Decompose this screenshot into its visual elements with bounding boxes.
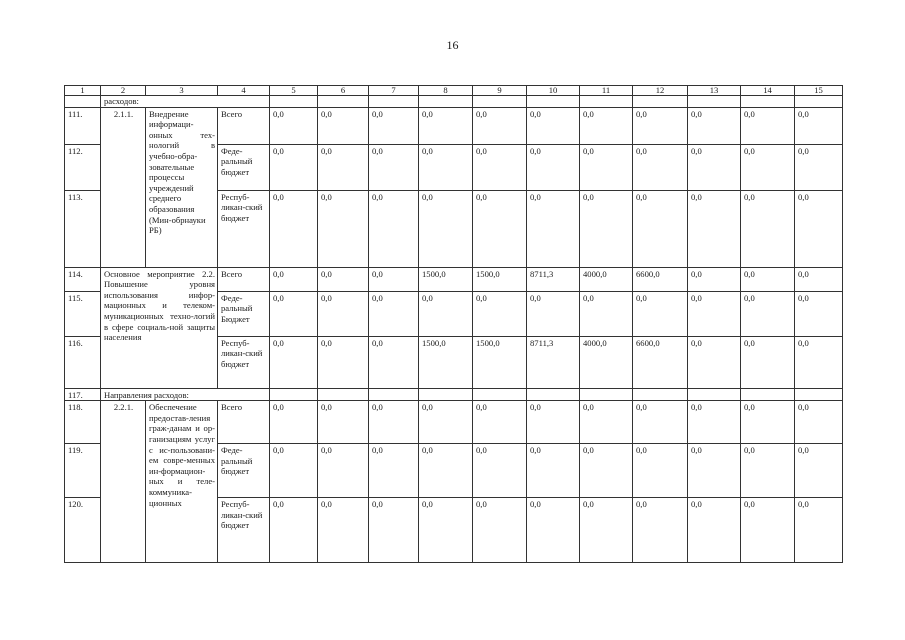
value-cell: 0,0: [795, 336, 843, 388]
value-cell: 1500,0: [473, 336, 527, 388]
row-number: 115.: [65, 291, 101, 336]
value-cell: 0,0: [580, 444, 633, 498]
value-cell: 0,0: [318, 401, 369, 444]
value-cell: 0,0: [419, 144, 473, 190]
header-row: [65, 86, 843, 96]
value-cell: 1500,0: [419, 336, 473, 388]
col-header: 3: [146, 86, 218, 96]
section-label: Направления расходов:: [101, 388, 270, 401]
table-row: [65, 96, 843, 108]
table-row: [65, 388, 843, 401]
value-cell: 0,0: [633, 444, 688, 498]
funding-source: Всего: [218, 267, 270, 291]
value-cell: 0,0: [527, 401, 580, 444]
value-cell: 0,0: [318, 498, 369, 563]
row-number: 116.: [65, 336, 101, 388]
value-cell: 0,0: [270, 401, 318, 444]
value-cell: 0,0: [688, 107, 741, 144]
main-measure-name: Основное мероприятие 2.2. Повышение уровня использования инфор-мационных и телеком-муникационных техно-логий в сфере социаль-ной защиты населения: [101, 267, 218, 388]
value-cell: 0,0: [580, 190, 633, 267]
value-cell: 0,0: [369, 107, 419, 144]
value-cell: 0,0: [688, 498, 741, 563]
funding-source: Респуб-ликан-ский бюджет: [218, 498, 270, 563]
row-number: 113.: [65, 190, 101, 267]
table-row: [65, 267, 843, 291]
value-cell: 0,0: [419, 190, 473, 267]
value-cell: 0,0: [688, 144, 741, 190]
row-number: 118.: [65, 401, 101, 444]
value-cell: 1500,0: [419, 267, 473, 291]
value-cell: 0,0: [741, 190, 795, 267]
col-header: 10: [527, 86, 580, 96]
value-cell: 0,0: [580, 107, 633, 144]
value-cell: 0,0: [741, 401, 795, 444]
value-cell: 0,0: [270, 444, 318, 498]
value-cell: 0,0: [795, 107, 843, 144]
col-header: 1: [65, 86, 101, 96]
col-header: 12: [633, 86, 688, 96]
value-cell: 0,0: [419, 444, 473, 498]
value-cell: 0,0: [688, 267, 741, 291]
value-cell: 0,0: [795, 498, 843, 563]
value-cell: 0,0: [527, 291, 580, 336]
row-number: 112.: [65, 144, 101, 190]
value-cell: 6600,0: [633, 336, 688, 388]
value-cell: 0,0: [419, 498, 473, 563]
value-cell: 0,0: [369, 401, 419, 444]
value-cell: 0,0: [419, 107, 473, 144]
value-cell: 1500,0: [473, 267, 527, 291]
table-row: [65, 401, 843, 444]
value-cell: 0,0: [270, 498, 318, 563]
value-cell: 0,0: [527, 444, 580, 498]
value-cell: 0,0: [527, 144, 580, 190]
value-cell: 8711,3: [527, 336, 580, 388]
value-cell: 4000,0: [580, 336, 633, 388]
value-cell: 0,0: [270, 336, 318, 388]
funding-source: Феде-ральный бюджет: [218, 144, 270, 190]
value-cell: 0,0: [795, 144, 843, 190]
value-cell: 0,0: [473, 498, 527, 563]
value-cell: 0,0: [741, 444, 795, 498]
value-cell: 0,0: [688, 336, 741, 388]
measure-name: Внедрение информаци-онных тех-нологий в учебно-обра-зовательные процессы учреждений среднего образования (Мин-обрнауки РБ): [146, 107, 218, 267]
value-cell: 0,0: [369, 498, 419, 563]
value-cell: 0,0: [318, 107, 369, 144]
value-cell: 0,0: [369, 267, 419, 291]
row-number: 120.: [65, 498, 101, 563]
value-cell: 0,0: [688, 291, 741, 336]
row-number: 114.: [65, 267, 101, 291]
section-label: расходов:: [101, 96, 270, 108]
col-header: 11: [580, 86, 633, 96]
measure-code: 2.1.1.: [101, 107, 146, 267]
value-cell: 0,0: [580, 144, 633, 190]
value-cell: 8711,3: [527, 267, 580, 291]
value-cell: 0,0: [419, 401, 473, 444]
row-number: 117.: [65, 388, 101, 401]
value-cell: 0,0: [688, 190, 741, 267]
value-cell: 0,0: [318, 444, 369, 498]
value-cell: 0,0: [580, 401, 633, 444]
value-cell: 0,0: [270, 190, 318, 267]
funding-source: Респуб-ликан-ский бюджет: [218, 336, 270, 388]
col-header: 5: [270, 86, 318, 96]
value-cell: 0,0: [795, 190, 843, 267]
col-header: 13: [688, 86, 741, 96]
value-cell: 0,0: [580, 291, 633, 336]
value-cell: 0,0: [369, 144, 419, 190]
value-cell: 0,0: [473, 444, 527, 498]
col-header: 7: [369, 86, 419, 96]
value-cell: 0,0: [741, 267, 795, 291]
value-cell: 0,0: [369, 336, 419, 388]
value-cell: 4000,0: [580, 267, 633, 291]
value-cell: 0,0: [318, 267, 369, 291]
col-header: 15: [795, 86, 843, 96]
value-cell: 0,0: [369, 444, 419, 498]
funding-source: Всего: [218, 401, 270, 444]
value-cell: 0,0: [369, 291, 419, 336]
col-header: 4: [218, 86, 270, 96]
value-cell: 0,0: [270, 144, 318, 190]
value-cell: 0,0: [795, 444, 843, 498]
value-cell: 0,0: [795, 267, 843, 291]
funding-source: Респуб-ликан-ский бюджет: [218, 190, 270, 267]
page-number: 16: [446, 38, 459, 52]
value-cell: 0,0: [688, 444, 741, 498]
value-cell: 0,0: [633, 498, 688, 563]
funding-source: Феде-ральный бюджет: [218, 444, 270, 498]
row-number: 111.: [65, 107, 101, 144]
col-header: 14: [741, 86, 795, 96]
value-cell: 0,0: [741, 144, 795, 190]
value-cell: 0,0: [318, 336, 369, 388]
value-cell: 0,0: [318, 190, 369, 267]
value-cell: 0,0: [473, 107, 527, 144]
col-header: 8: [419, 86, 473, 96]
value-cell: 0,0: [741, 107, 795, 144]
value-cell: 0,0: [473, 291, 527, 336]
measure-code: 2.2.1.: [101, 401, 146, 563]
value-cell: 0,0: [580, 498, 633, 563]
value-cell: 0,0: [741, 291, 795, 336]
measure-name: Обеспечение предостав-ления граж-данам и ор-ганизациям услуг с ис-пользовани-ем совре-менных ин-формацион-ных и теле-коммуника-ционных: [146, 401, 218, 563]
value-cell: 0,0: [741, 336, 795, 388]
value-cell: 0,0: [419, 291, 473, 336]
col-header: 6: [318, 86, 369, 96]
value-cell: 0,0: [633, 190, 688, 267]
value-cell: 0,0: [318, 144, 369, 190]
value-cell: 0,0: [527, 190, 580, 267]
value-cell: 0,0: [795, 291, 843, 336]
funding-source: Феде-ральный Бюджет: [218, 291, 270, 336]
value-cell: 0,0: [473, 144, 527, 190]
row-number: 119.: [65, 444, 101, 498]
value-cell: 0,0: [318, 291, 369, 336]
value-cell: 0,0: [633, 144, 688, 190]
value-cell: 0,0: [741, 498, 795, 563]
value-cell: 0,0: [369, 190, 419, 267]
value-cell: 0,0: [633, 401, 688, 444]
table-row: [65, 107, 843, 144]
funding-source: Всего: [218, 107, 270, 144]
col-header: 2: [101, 86, 146, 96]
value-cell: 0,0: [473, 190, 527, 267]
value-cell: 0,0: [688, 401, 741, 444]
value-cell: 0,0: [633, 291, 688, 336]
budget-table: [64, 85, 843, 563]
value-cell: 0,0: [270, 291, 318, 336]
value-cell: 0,0: [270, 267, 318, 291]
value-cell: 0,0: [633, 107, 688, 144]
value-cell: 0,0: [527, 107, 580, 144]
value-cell: 6600,0: [633, 267, 688, 291]
col-header: 9: [473, 86, 527, 96]
value-cell: 0,0: [473, 401, 527, 444]
value-cell: 0,0: [795, 401, 843, 444]
value-cell: 0,0: [270, 107, 318, 144]
value-cell: 0,0: [527, 498, 580, 563]
